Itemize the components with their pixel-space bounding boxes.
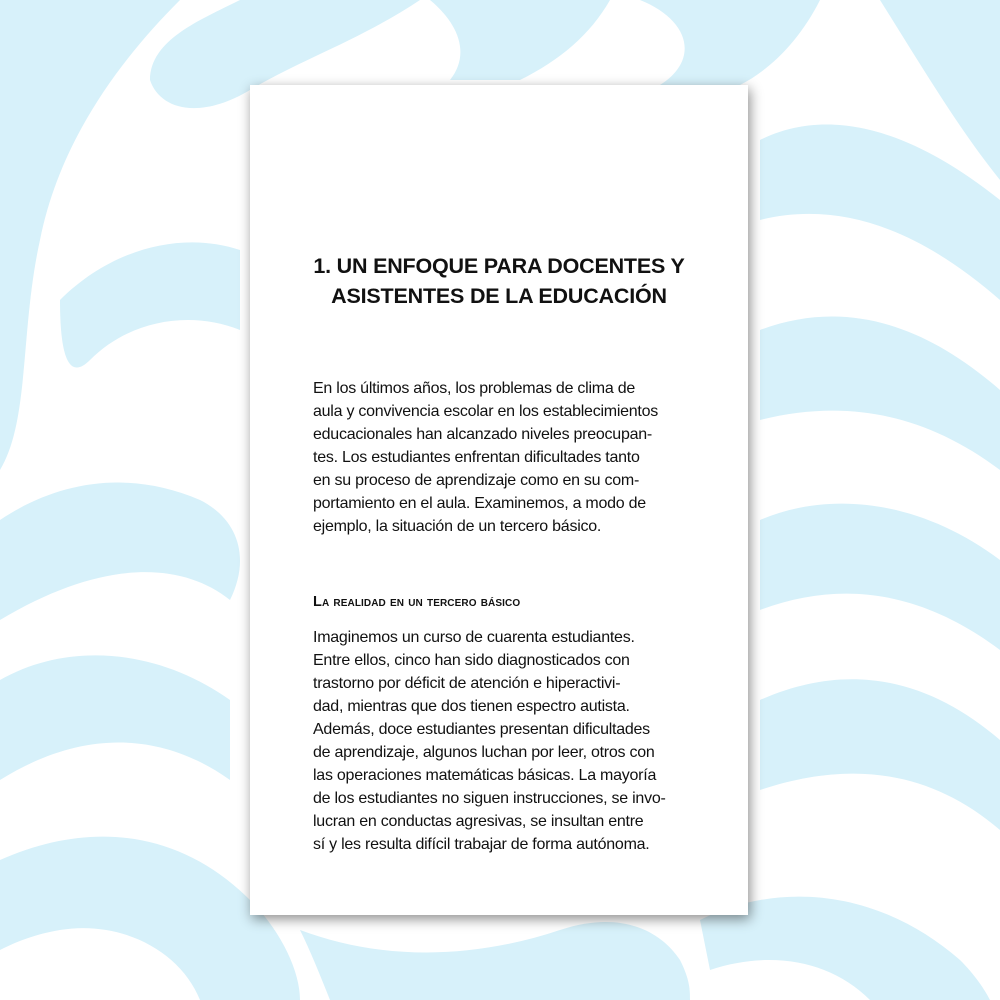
section-paragraph (313, 626, 693, 856)
chapter-title (280, 251, 718, 311)
text-line: tes. Los estudiantes enfrentan dificultades tanto (313, 449, 640, 466)
text-line: educacionales han alcanzado niveles preocupan- (313, 426, 652, 443)
wave-shape (300, 922, 690, 1000)
text-line: portamiento en el aula. Examinemos, a modo de (313, 495, 646, 512)
text-line: Entre ellos, cinco han sido diagnosticados con (313, 652, 630, 669)
wave-shape (60, 242, 240, 367)
text-line: trastorno por déficit de atención e hiperactivi- (313, 675, 621, 692)
wave-shape (0, 655, 230, 780)
wave-shape (640, 0, 820, 85)
wave-shape (760, 504, 1000, 650)
intro-paragraph (313, 377, 693, 538)
text-line: dad, mientras que dos tienen espectro autista. (313, 698, 630, 715)
text-line: sí y les resulta difícil trabajar de forma autónoma. (313, 836, 650, 853)
wave-shape (430, 0, 610, 80)
text-line: las operaciones matemáticas básicas. La mayoría (313, 767, 657, 784)
text-line: ejemplo, la situación de un tercero básico. (313, 518, 602, 535)
chapter-title-line: ASISTENTES DE LA EDUCACIÓN (331, 284, 667, 308)
wave-shape (0, 483, 240, 620)
text-line: Además, doce estudiantes presentan dificultades (313, 721, 650, 738)
document-page (250, 85, 748, 915)
text-line: de los estudiantes no siguen instrucciones, se invo- (313, 790, 666, 807)
text-line: lucran en conductas agresivas, se insultan entre (313, 813, 644, 830)
section-heading: La realidad en un tercero básico (313, 594, 521, 610)
text-line: Imaginemos un curso de cuarenta estudiantes. (313, 629, 635, 646)
text-line: En los últimos años, los problemas de clima de (313, 380, 635, 397)
chapter-title-line: 1. UN ENFOQUE PARA DOCENTES Y (313, 254, 685, 278)
wave-shape (760, 317, 1000, 471)
wave-shape (760, 679, 1000, 830)
text-line: en su proceso de aprendizaje como en su com- (313, 472, 640, 489)
text-line: de aprendizaje, algunos luchan por leer, otros con (313, 744, 655, 761)
wave-shape (760, 124, 1000, 300)
text-line: aula y convivencia escolar en los establecimientos (313, 403, 659, 420)
